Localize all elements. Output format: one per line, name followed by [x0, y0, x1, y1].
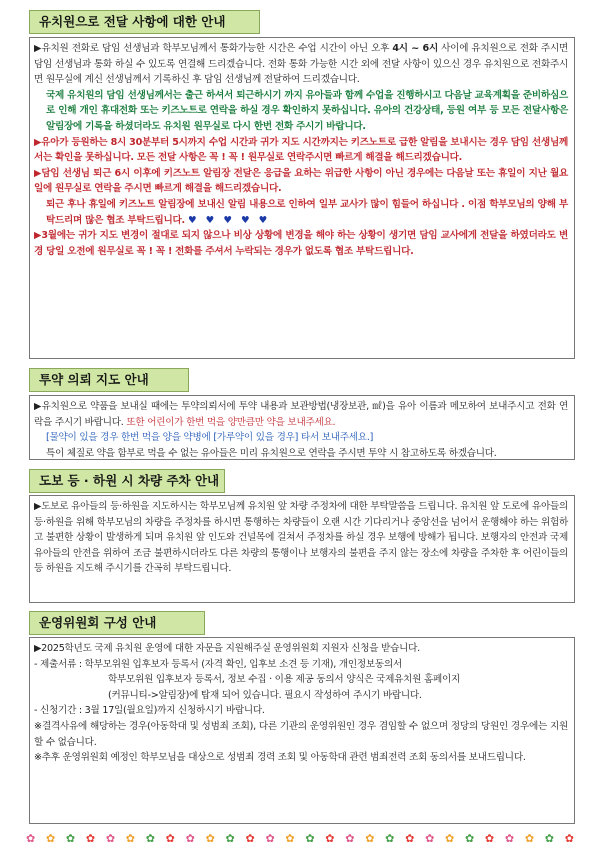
committee-paragraph-5: - 신청기간 : 3월 17일(월요일)까지 신청하시기 바랍니다. — [34, 705, 265, 717]
delivery-text-5: 퇴근 후나 휴일에 키즈노트 알림장에 보내신 알림 내용으로 인하여 일부 교사가 많이 힘들어 하십니다 . 이점 학부모님의 양해 부탁드리며 많은 협조 부탁드립니다. — [46, 198, 568, 226]
section-box-delivery — [29, 37, 575, 359]
flower-icon: ✿ — [105, 832, 116, 845]
flower-icon: ✿ — [425, 832, 435, 845]
delivery-paragraph-6: ▶3월에는 귀가 지도 변경이 절대로 되지 않으나 비상 상황에 변경을 해야 하는 상황이 생기면 담임 교사에게 전달을 하였더라도 변경 당일 오전에 원무실로 꼭 ! 꼭 ! 전화를 주셔서 누락되는 경우가 없도록 협조 부탁드립니다. — [34, 230, 568, 257]
flower-icon: ✿ — [65, 832, 76, 845]
medication-text-1b: 또한 어린이가 한번 먹을 양만큼만 약을 보내주세요. — [126, 416, 336, 428]
flower-icon: ✿ — [484, 832, 495, 845]
flower-border — [26, 832, 574, 846]
section-header-parking: 도보 등 · 하원 시 차량 주차 안내 — [29, 469, 225, 493]
phone-hours: 4시 ~ 6시 — [392, 43, 438, 54]
flower-icon: ✿ — [445, 832, 455, 845]
flower-icon: ✿ — [385, 832, 395, 845]
section-header-medication: 투약 의뢰 지도 안내 — [29, 368, 189, 392]
flower-icon: ✿ — [26, 832, 36, 845]
medication-paragraph-2: [물약이 있을 경우 한번 먹을 양을 약병에 [가루약이 있을 경우] 타서 보내주세요.] — [46, 432, 374, 444]
delivery-text-1b: 사이에 유치원으로 전화 주시면 담임 선생님과 통화 하실 수 있도록 연결해 드리겠습니다. 전화 통화 가능한 시간 외에 전달 사항이 있으신 경우 유치원으로 전화주시면 원무실에 계신 선생님께서 기록하신 후 담임 선생님께 전달하여 드리겠습니다. — [34, 43, 568, 86]
delivery-paragraph-2: 국제 유치원의 담임 선생님께서는 출근 하셔서 퇴근하시기 까지 유아들과 함께 수업을 진행하시고 다음날 교육계획을 준비하심으로 인해 개인 휴대전화 또는 키즈노트로 연락을 하실 경우 확인하지 못하십니다. 유아의 건강상태, 등원 여부 등 모든 전달사항은 알림장에 기록을 하셨더라도 유치원 원무실로 다시 한번 전화 주시기 바랍니다. — [46, 89, 568, 132]
committee-paragraph-7: ※추후 운영위원회 예정인 학부모님을 대상으로 성범죄 경력 조회 및 아동학대 관련 범죄전력 조회 동의서를 보내드립니다. — [34, 752, 526, 764]
section-box-committee — [29, 637, 575, 824]
flower-icon: ✿ — [305, 832, 315, 845]
medication-paragraph-1 — [34, 399, 568, 430]
flower-icon: ✿ — [265, 832, 275, 845]
section-header-committee: 운영위원회 구성 안내 — [29, 611, 205, 635]
section-header-delivery: 유치원으로 전달 사항에 대한 안내 — [29, 10, 260, 34]
committee-paragraph-3: 학부모위원 입후보자 등록서, 정보 수집 · 이용 제공 동의서 양식은 국제유치원 홈페이지 — [108, 674, 461, 686]
parking-paragraph-1: ▶도보로 유아들의 등·하원을 지도하시는 학부모님께 유치원 앞 차량 주정차에 대한 부탁말씀을 드립니다. 유치원 앞 도로에 유아들의 등·하원을 위해 학부모님의 차량을 주정차를 하시면 통행하는 차량들이 오랜 시간 기다리거나 중앙선을 넘어서 운행해야 하는 위험하고 불편한 상황이 발생하게 되며 유치원 앞 인도와 건널목에 걸쳐서 주정차를 하실 경우 보행에 방해가 됩니다. 보행자의 안전과 국제 유아들의 안전을 위하여 조금 불편하시더라도 다른 차량의 통행이나 보행자의 불편을 주지 않는 장소에 차량을 주차한 후 어린이들의 등 하원을 지도해 주시기를 간곡히 부탁드립니다. — [34, 501, 568, 575]
flower-icon: ✿ — [285, 832, 295, 845]
flower-icon: ✿ — [45, 832, 56, 845]
flower-icon: ✿ — [85, 832, 96, 845]
flower-icon: ✿ — [345, 832, 355, 845]
committee-paragraph-4: (커뮤니티->알림장)에 탑재 되어 있습니다. 필요시 작성하여 주시기 바랍니다. — [108, 689, 422, 701]
committee-paragraph-6: ※결격사유에 해당하는 경우(아동학대 및 성범죄 조회), 다른 기관의 운영위원인 경우 겸임할 수 없으며 정당의 당원인 경우에는 지원할 수 없습니다. — [34, 720, 568, 748]
flower-icon: ✿ — [524, 832, 535, 845]
delivery-paragraph-4: ▶담임 선생님 퇴근 6시 이후에 키즈노트 알림장 전달은 응급을 요하는 위급한 사항이 아닌 경우에는 다음날 또는 휴일이 지난 월요일에 원무실로 연락을 주시면 빠르게 해결을 해드리겠습니다. — [34, 167, 568, 195]
flower-icon: ✿ — [145, 832, 155, 845]
flower-icon: ✿ — [225, 832, 235, 845]
flower-icon: ✿ — [125, 832, 135, 845]
committee-paragraph-2: - 제출서류 : 학부모위원 입후보자 등록서 (자격 확인, 입후보 소견 등 기재), 개인정보동의서 — [34, 658, 402, 670]
committee-paragraph-1: ▶2025학년도 국제 유치원 운영에 대한 자문을 지원해주실 운영위원회 지원자 신청을 받습니다. — [34, 643, 420, 654]
delivery-text-1a: ▶유치원 전화로 담임 선생님과 학부모님께서 통화가능한 시간은 수업 시간이 아닌 오후 — [34, 43, 393, 54]
flower-icon: ✿ — [405, 832, 415, 845]
delivery-paragraph-3: ▶유아가 등원하는 8시 30분부터 5시까지 수업 시간과 귀가 지도 시간까지는 키즈노트로 급한 알림을 보내시는 경우 담임 선생님께서는 확인을 못하십니다. 모든 전달 사항은 꼭 ! 꼭 ! 원무실로 연락주시면 빠르게 해결을 해드리겠습니다. — [34, 136, 568, 164]
flower-icon: ✿ — [365, 832, 375, 845]
flower-icon: ✿ — [464, 832, 475, 845]
medication-paragraph-3: 특이 체질로 약을 함부로 먹을 수 없는 유아들은 미리 유치원으로 연락을 주시면 투약 시 참고하도록 하겠습니다. — [46, 447, 497, 459]
delivery-paragraph-5 — [34, 197, 568, 228]
section-box-medication — [29, 395, 575, 460]
heart-icon: ♥ ♥ ♥ ♥ ♥ — [188, 214, 271, 226]
flower-icon: ✿ — [205, 832, 215, 845]
flower-icon: ✿ — [325, 832, 335, 845]
flower-icon: ✿ — [544, 832, 554, 845]
flower-icon: ✿ — [504, 832, 515, 845]
flower-icon: ✿ — [165, 832, 175, 845]
medication-text-1a: ▶유치원으로 약품을 보내실 때에는 투약의뢰서에 투약 내용과 보관방법(냉장보관, ㎖)을 유아 이름과 메모하여 보내주시고 전화 연락을 주시기 바랍니다. — [34, 401, 568, 428]
flower-icon: ✿ — [564, 832, 574, 845]
delivery-paragraph-1 — [34, 41, 568, 88]
section-box-parking — [29, 495, 575, 603]
flower-icon: ✿ — [245, 832, 255, 845]
flower-icon: ✿ — [185, 832, 195, 845]
